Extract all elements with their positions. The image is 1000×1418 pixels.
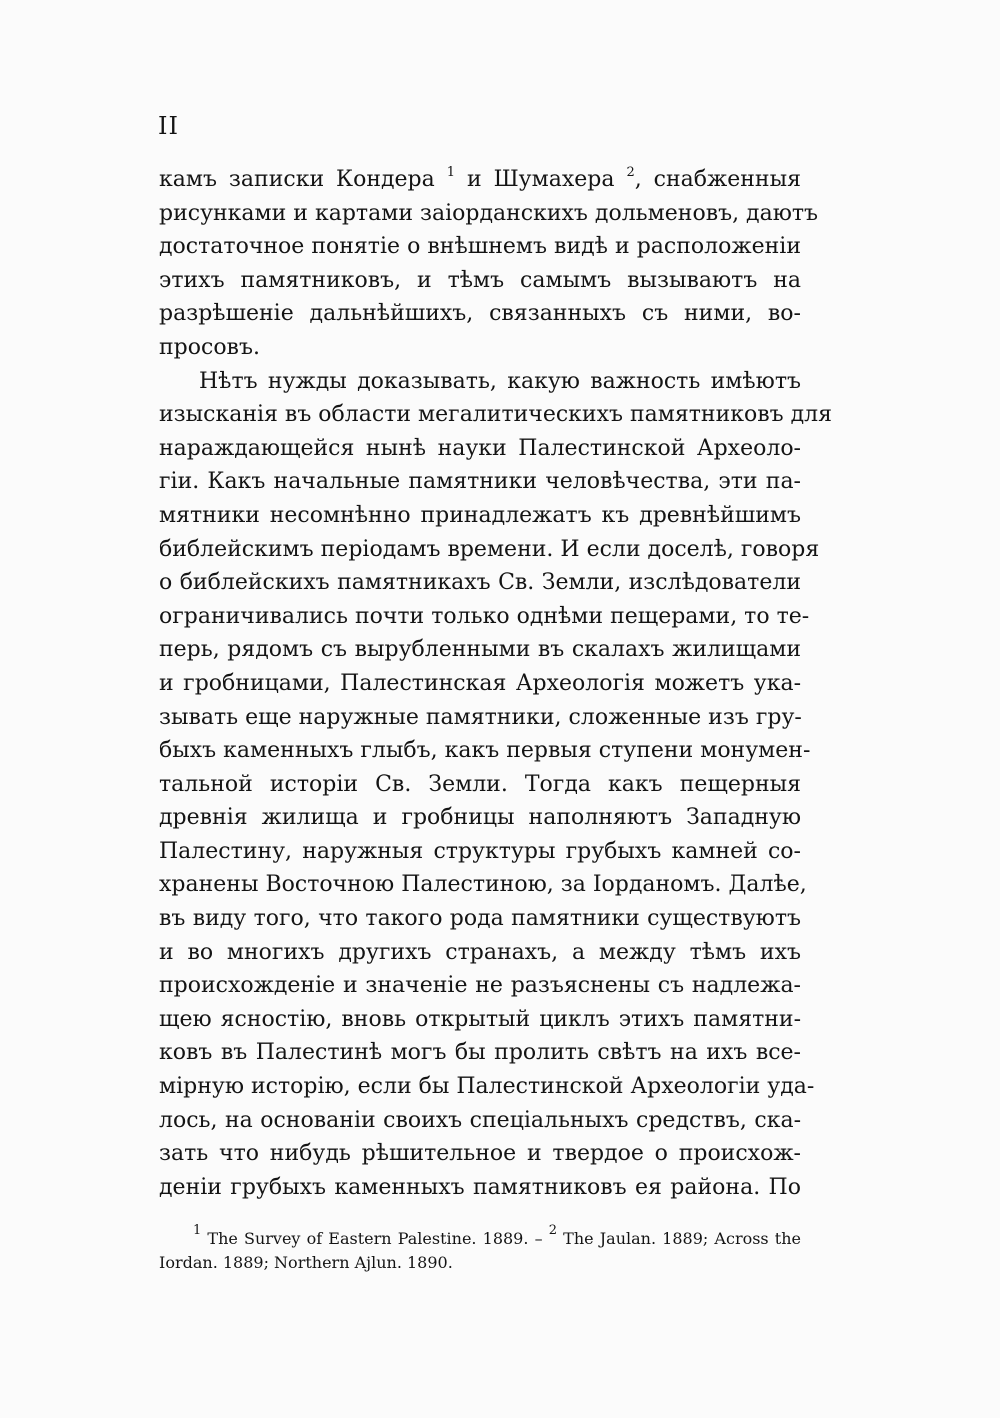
text-line: зывать еще наружные памятники, сложенные изъ гру- bbox=[159, 704, 802, 730]
text-fragment: и Шумахера bbox=[466, 167, 615, 192]
text-line bbox=[159, 163, 801, 197]
text-line: рисунками и картами заiорданскихъ дольменовъ, даютъ bbox=[159, 200, 819, 226]
text-line: нараждающейся нынѣ науки Палестинской Археоло- bbox=[159, 435, 801, 461]
footnote-line bbox=[159, 1223, 801, 1251]
text-fragment: камъ записки Кондера bbox=[159, 167, 435, 192]
text-line: и во многихъ другихъ странахъ, а между тѣмъ ихъ bbox=[159, 939, 801, 965]
footnotes bbox=[159, 1223, 801, 1275]
text-line: перь, рядомъ съ вырубленными въ скалахъ жилищами bbox=[159, 637, 801, 663]
text-line: Нѣтъ нужды доказывать, какую важность имѣютъ bbox=[199, 368, 801, 394]
text-line: тальной исторiи Св. Земли. Тогда какъ пещерныя bbox=[159, 771, 801, 797]
footnote-line: Iordan. 1889; Northern Ajlun. 1890. bbox=[159, 1253, 453, 1272]
text-line: и гробницами, Палестинская Археологiя можетъ ука- bbox=[159, 670, 801, 696]
text-line: Палестину, наружныя структуры грубыхъ камней со- bbox=[159, 838, 801, 864]
text-line: о библейскихъ памятникахъ Св. Земли, изслѣдователи bbox=[159, 570, 801, 596]
text-line: ограничивались почти только однѣми пещерами, то те- bbox=[159, 603, 810, 629]
text-line: ковъ въ Палестинѣ могъ бы пролить свѣтъ на ихъ все- bbox=[159, 1040, 801, 1066]
page-number: II bbox=[158, 112, 179, 140]
footnote-marker: 2 bbox=[626, 165, 635, 180]
text-line: въ виду того, что такого рода памятники существуютъ bbox=[159, 906, 801, 932]
text-line: древнiя жилища и гробницы наполняютъ Западную bbox=[159, 805, 801, 831]
footnote-marker: 2 bbox=[548, 1223, 558, 1238]
text-line: мятники несомнѣнно принадлежатъ къ древнѣйшимъ bbox=[159, 502, 801, 528]
text-line: гiи. Какъ начальные памятники человѣчества, эти па- bbox=[159, 469, 801, 495]
text-line: хранены Восточною Палестиною, за Iорданомъ. Далѣе, bbox=[159, 872, 807, 898]
footnote-text: The Jaulan. 1889; Across the bbox=[563, 1229, 801, 1248]
footnote-marker: 1 bbox=[446, 165, 455, 180]
footnote-text: The Survey of Eastern Palestine. 1889. – bbox=[207, 1229, 543, 1248]
text-line: происхожденiе и значенiе не разъяснены съ надлежа- bbox=[159, 973, 801, 999]
body-text bbox=[159, 163, 833, 1204]
text-line: изысканiя въ области мегалитическихъ памятниковъ для bbox=[159, 402, 833, 428]
text-fragment: , снабженныя bbox=[634, 167, 801, 192]
text-line: разрѣшенiе дальнѣйшихъ, связанныхъ съ ними, во- bbox=[159, 301, 801, 327]
text-line: зать что нибудь рѣшительное и твердое о происхож- bbox=[159, 1141, 801, 1167]
text-line: денiи грубыхъ каменныхъ памятниковъ ея района. По bbox=[159, 1174, 801, 1200]
text-line: просовъ. bbox=[159, 334, 260, 360]
footnote-marker: 1 bbox=[193, 1223, 202, 1238]
text-line: щею ясностiю, вновь открытый циклъ этихъ памятни- bbox=[159, 1006, 801, 1032]
text-line: достаточное понятiе о внѣшнемъ видѣ и расположенiи bbox=[159, 234, 801, 260]
text-line: этихъ памятниковъ, и тѣмъ самымъ вызываютъ на bbox=[159, 267, 801, 293]
text-line: быхъ каменныхъ глыбъ, какъ первыя ступени монумен- bbox=[159, 738, 811, 764]
text-line: мiрную исторiю, если бы Палестинской Археологiи уда- bbox=[159, 1074, 815, 1100]
text-line: библейскимъ перiодамъ времени. И если доселѣ, говоря bbox=[159, 536, 820, 562]
text-line: лось, на основанiи своихъ спецiальныхъ средствъ, ска- bbox=[159, 1107, 801, 1133]
